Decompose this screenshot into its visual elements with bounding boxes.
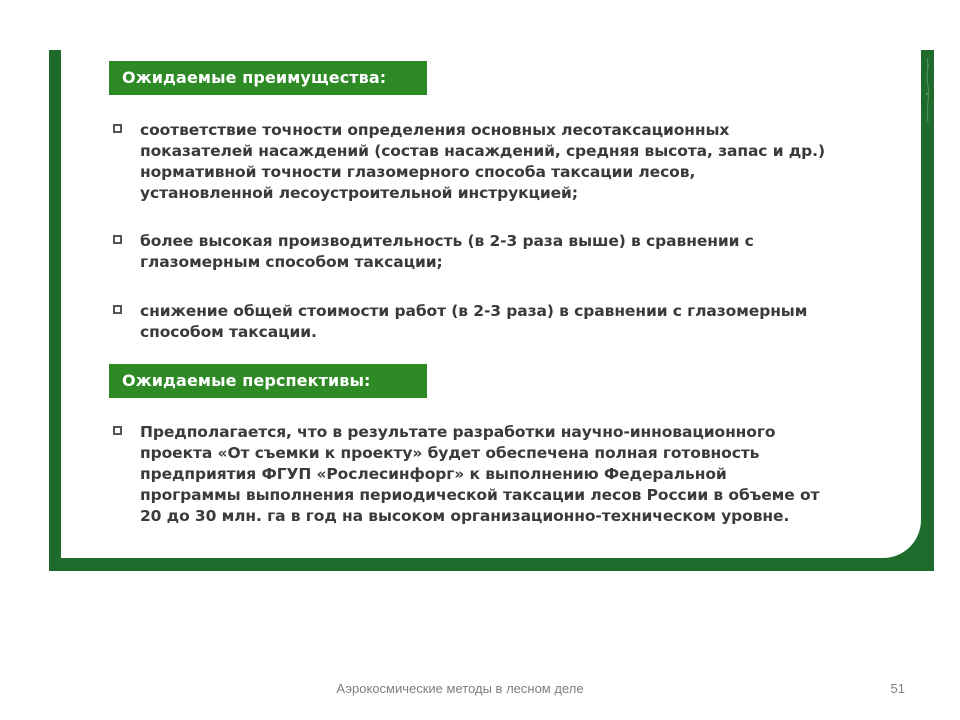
bullet-text: более высокая производительность (в 2-3 раза выше) в сравнении с глазомерным способом таксации; — [140, 232, 754, 271]
checkbox-bullet-icon — [113, 305, 122, 314]
list-item — [113, 301, 913, 343]
checkbox-bullet-icon — [113, 426, 122, 435]
slide-content-panel — [61, 50, 921, 558]
leaf-ornament-icon — [923, 56, 932, 126]
slide-frame — [49, 50, 934, 571]
section-header-prospects: Ожидаемые перспективы: — [109, 364, 427, 398]
footer-title: Аэрокосмические методы в лесном деле — [336, 681, 584, 696]
page-number: 51 — [890, 681, 905, 696]
bullet-text: снижение общей стоимости работ (в 2-3 раза) в сравнении с глазомерным способом таксации. — [140, 302, 808, 341]
section-header-advantages: Ожидаемые преимущества: — [109, 61, 427, 95]
list-item — [113, 231, 913, 273]
bullet-text: соответствие точности определения основных лесотаксационных показателей насаждений (состав насаждений, средняя высота, запас и др.) нормативной точности глазомерного способа таксации лесов, установленной лесоустроительной инструкцией; — [140, 121, 825, 202]
checkbox-bullet-icon — [113, 124, 122, 133]
list-item — [113, 422, 913, 527]
bullet-text: Предполагается, что в результате разработки научно-инновационного проекта «От съемки к проекту» будет обеспечена полная готовность предприятия ФГУП «Рослесинфорг» к выполнению Федеральной программы выполнения периодической таксации лесов России в объеме от 20 до 30 млн. га в год на высоком организационно-техническом уровне. — [140, 423, 820, 525]
checkbox-bullet-icon — [113, 235, 122, 244]
list-item — [113, 120, 913, 204]
